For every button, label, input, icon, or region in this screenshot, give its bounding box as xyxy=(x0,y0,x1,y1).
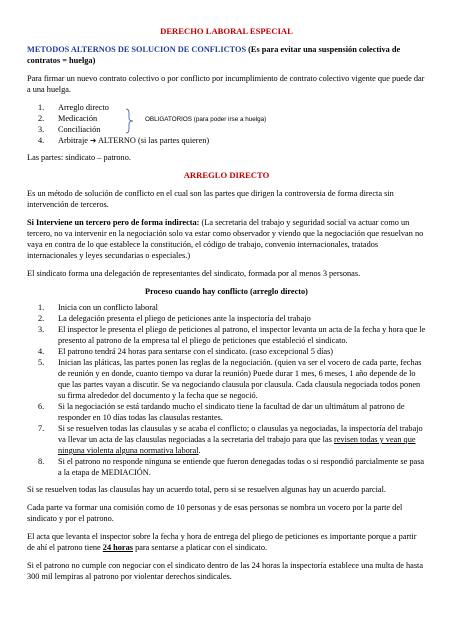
method-text: Arreglo directo xyxy=(58,103,109,112)
step-text: Si se resuelven todas las clausulas y se acaba el conflicto; o clausulas ya negociadas, la inspectoría del trabajo va llevar un acta de las clausulas negociadas a la secretaria del trabajo para que las xyxy=(58,424,423,444)
method-text: Medicación xyxy=(58,114,98,123)
step-item xyxy=(27,423,426,456)
step-number: 3. xyxy=(38,325,45,334)
method-item xyxy=(27,102,426,113)
parties-line: Las partes: sindicato – patrono. xyxy=(27,153,131,162)
third-party-paragraph xyxy=(27,217,426,261)
process-title: Proceso cuando hay conflicto (arreglo directo) xyxy=(145,287,308,296)
step-text: Inician las pláticas, las partes ponen las reglas de la negociación. (quien va ser el vocero de cada parte, fechas de reunión y en donde, cuanto tiempo va durar la reunión) Puede durar 1 mes, 6 meses, 1 año depende de lo que las partes vayan a discutir. Se va negociando clausula por clausula. Cada clausula negociada todos ponen su firma alrededor del documento y la fecha que se negoció. xyxy=(58,358,422,400)
agreement-paragraph: Si se resuelven todas las clausulas hay un acuerdo total, pero si se resuelven algunas hay un acuerdo parcial. xyxy=(27,485,386,494)
step-text: Inicia con un conflicto laboral xyxy=(58,303,158,312)
step-text-end: . xyxy=(198,446,201,455)
brace-icon xyxy=(125,108,134,134)
step-item xyxy=(27,313,426,324)
step-number: 8. xyxy=(38,457,45,466)
step-item xyxy=(27,401,426,423)
step-number: 1. xyxy=(38,303,45,312)
step-number: 6. xyxy=(38,402,45,411)
fine-paragraph: Si el patrono no cumple con negociar con el sindicato dentro de las 24 horas la inspectoría establece una multa de hasta 300 mil lempiras al patrono por violentar derechos sindicales. xyxy=(27,561,424,581)
document-title: DERECHO LABORAL ESPECIAL xyxy=(160,26,293,36)
third-party-heading: Si Interviene un tercero pero de forma indirecta: xyxy=(27,218,200,227)
step-item xyxy=(27,324,426,346)
step-number: 4. xyxy=(38,347,45,356)
acta-text: El acta que levanta el inspector sobre la fecha y hora de entrega del pliego de peticiones es importante porque a partir de ahí el patrono tiene xyxy=(27,532,417,552)
delegation-paragraph: El sindicato forma una delegación de representantes del sindicato, formada por al menos 3 personas. xyxy=(27,269,361,278)
method-note: ALTERNO (si las partes quieren) xyxy=(96,136,210,145)
step-text: El inspector le presenta el pliego de peticiones al patrono, el inspector levanta un acta de la fecha y hora que le presento al patrono de la empresa tal el pliego de peticiones que estableció el sindicato. xyxy=(58,325,426,345)
section-subtitle xyxy=(27,44,426,66)
section-title: ARREGLO DIRECTO xyxy=(183,170,270,180)
method-number: 3. xyxy=(38,125,45,134)
step-text: El patrono tendrá 24 horas para sentarse con el sindicato. (caso excepcional 5 días) xyxy=(58,347,334,356)
subtitle-main: METODOS ALTERNOS DE SOLUCION DE CONFLICTOS xyxy=(27,45,249,54)
acta-deadline: 24 horas xyxy=(102,543,133,552)
acta-text-end: para sentarse a platicar con el sindicato. xyxy=(133,543,268,552)
step-text: La delegación presenta el pliego de peticiones ante la inspectoría del trabajo xyxy=(58,314,311,323)
step-underlined-text: revisen todas y vean que ninguna violenta alguna normativa laboral xyxy=(58,435,416,455)
step-number: 2. xyxy=(38,314,45,323)
subtitle-note: (Es para evitar una suspensión colectiva de contratos = huelga) xyxy=(27,45,401,65)
methods-block xyxy=(27,102,426,146)
step-item xyxy=(27,302,426,313)
definition-paragraph: Es un método de solución de conflicto en el cual son las partes que dirigen la controversia de forma directa sin intervención de terceros. xyxy=(27,189,394,209)
method-text: Conciliación xyxy=(58,125,101,134)
step-item xyxy=(27,456,426,478)
method-text: Arbitraje xyxy=(58,136,91,145)
commission-paragraph: Cada parte va formar una comisión como de 10 personas y de esas personas se nombra un vocero por la parte del sindicato y por el patrono. xyxy=(27,503,403,523)
method-item xyxy=(27,135,426,146)
step-item xyxy=(27,346,426,357)
third-party-text: (La secretaria del trabajo y seguridad social va actuar como un tercero, no va intervenir en la negociación solo va estar como observador y viendo que la negociación que resuelvan no vaya en contra de lo que establece la constitución, el código de trabajo, convenio internacionales, tratados internacionales y leyes secundarias o especiales.) xyxy=(27,218,424,260)
step-item xyxy=(27,357,426,401)
method-number: 2. xyxy=(38,114,45,123)
method-item xyxy=(27,124,426,135)
obligatorios-label: OBLIGATORIOS (para poder irse a huelga) xyxy=(145,116,267,123)
step-number: 7. xyxy=(38,424,45,433)
acta-paragraph xyxy=(27,531,426,553)
step-text: Si la negociación se está tardando mucho el sindicato tiene la facultad de dar un ultimátum al patrono de responder en 10 días todas las clausulas restantes. xyxy=(58,402,405,422)
intro-paragraph: Para firmar un nuevo contrato colectivo o por conflicto por incumplimiento de contrato colectivo vigente que puede dar a una huelga. xyxy=(27,74,425,94)
method-number: 1. xyxy=(38,103,45,112)
arrow-icon: ➔ xyxy=(90,136,97,145)
method-number: 4. xyxy=(38,136,45,145)
step-number: 5. xyxy=(38,358,45,367)
step-text: Si el patrono no responde ninguna se entiende que fueron denegadas todas o si respondió parcialmente se pasa a la etapa de MEDIACIÓN. xyxy=(58,457,425,477)
process-steps xyxy=(27,302,426,478)
